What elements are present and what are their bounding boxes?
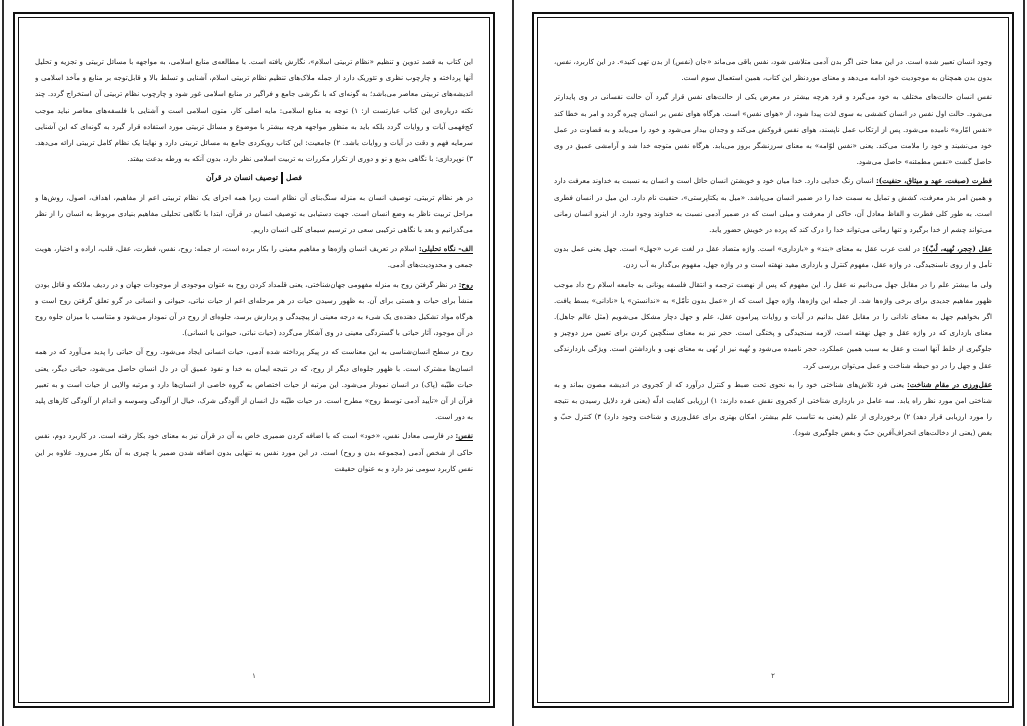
- paragraph-text: در فارسی معادل نفس، «خود» است که با اضافه کردن ضمیری خاص به آن در قرآن نیز به معنای خود بکار رفته است. در کاربرد دوم، نفس حاکی از شخص آدمی (مجموعه بدن و روح) است. در این مورد نفس به تنهایی بدون اضافه شدن ضمیر یا چیزی به آن بکار می‌رود. علاوه بر این نفس کاربرد سومی نیز دارد و به عنوان حقیقت: [35, 431, 473, 473]
- page-1[interactable]: [13, 12, 495, 708]
- term-label: عقل (حِجر، نُهیه، لُبّ):: [922, 244, 992, 254]
- page-divider: [512, 0, 514, 726]
- page-2-content: [554, 54, 992, 688]
- paragraph: [35, 344, 473, 425]
- paragraph-text: نفس انسان حالت‌های مختلف به خود می‌گیرد و فرد هرچه بیشتر در معرض یکی از حالت‌های نفس قرار گیرد آن حالت نفسانی در وی پایدارتر می‌شود. حالت اول نفس در انسان کششی به سوی لذت پیدا شود، از «هوای نفس» است. هرگاه هوای نفس بر انسان چیره گردد و امر به خطا کند «نفس امّاره» نامیده می‌شود. پس از ارتکاب عمل ناپسند، هوای نفس فروکش می‌کند و وجدان بیدار می‌شود و خود را می‌یابد و به قضاوت در عمل خود می‌نشیند و خود را ملامت می‌کند. یعنی «نفس لوّامه» به معنای سرزنشگر بروز می‌یابد. هرگاه نفس متوجه خدا شد و آرامشی عمیق در وی حاصل گشت «نفس مطمئنه» حاصل می‌شود.: [554, 92, 992, 167]
- paragraph: [35, 277, 473, 342]
- term-label: الف- نگاه تحلیلی:: [418, 244, 473, 254]
- term-label: نفس:: [455, 431, 473, 441]
- paragraph: [554, 54, 992, 86]
- paragraph-text: اسلام در تعریف انسان واژه‌ها و مفاهیم معینی را بکار برده است، از جمله: روح، نفس، فطرت، عقل، قلب، اراده و اختیار، هویت جمعی و محدودیت‌های آدمی.: [35, 244, 473, 270]
- page-number: ۱: [252, 672, 256, 680]
- heading-label: فصل: [286, 173, 302, 183]
- term-label: فطرت (صبغت، عهد و میثاق، حنفیت):: [876, 176, 992, 186]
- paragraph: [554, 377, 992, 442]
- paragraph-text: روح در سطح انسان‌شناسی به این معناست که در پیکر پرداخته شده آدمی، حیات انسانی ایجاد می‌شود. روح آن حیاتی را پدید می‌آورد که در همه انسان‌ها مشترک است. با ظهور جلوه‌ای دیگر از روح، که در نتیجه ایمان به خدا و نفوذ عمیق آن در دل انسان حاصل می‌شود، حیاتی دیگر، یعنی حیات طیّبه (پاک) در انسان نمودار می‌شود. این مرتبه از حیات اختصاص به گروه خاصی از انسان‌ها دارد و مرتبه والایی از حیات است و به تعبیر قرآن از آن «تأیید آدمی توسط روح» مطرح است. در حیات طیّبه دل انسان از آلودگی شرک، خیال از آلودگی وسوسه و اندام از آلودگی کارهای پلید به دور است.: [35, 347, 473, 422]
- viewer-edge-left: [2, 0, 4, 726]
- viewer-edge-right: [1023, 0, 1025, 726]
- paragraph-text: در نظر گرفتن روح به منزله مفهومی جهان‌شناختی، یعنی قلمداد کردن روح به عنوان موجودی از موجودات جهان و در ردیف ملائکه و قائل بودن منشأ برای حیات و هستی برای آن. به ظهور رسیدن حیات در هر مرحله‌ای اعم از حیات نباتی، حیوانی و انسانی در گرو تعلق گرفتن روح است و هرگاه مواد تشکیل دهنده‌ی یک شیء به درجه معینی از پیچیدگی و پردازش برسد، جلوه‌ای از روح در آن نمودار می‌شود و متناسب با میزان جلوه روح در آن موجود، آثار حیاتی با گستردگی معینی در وی آشکار می‌گردد (حیات نباتی، حیوانی یا انسانی).: [35, 279, 473, 338]
- page-number: ۲: [771, 672, 775, 680]
- paragraph-text: این کتاب به قصد تدوین و تنظیم «نظام تربیتی اسلام»، نگارش یافته است. با مطالعه‌ی منابع اسلامی، به مواجهه با مسائل تربیتی و تجزیه و تحلیل آنها پرداخته و چارچوب نظری و تئوریک دارد از جمله ملاک‌های تنظیم نظام تربیتی اسلام، آشنایی و تسلط بالا و قابل‌توجه بر منابع و مآخذ اسلامی و اندیشه‌های تربیتی معاصر می‌باشد؛ به گونه‌ای که با نگرشی جامع و فراگیر در منابع اسلامی غور شود و چارچوب نظام تربیتی آن استخراج گردد. چند نکته درباره‌ی این کتاب عبارتست از: ۱) توجه به منابع اسلامی: مایه اصلی کار، متون اسلامی است و آشنایی با فلسفه‌های معاصر نباید موجب کج‌فهمی آیات و روایات گردد بلکه باید به منظور مواجهه هرچه بیشتر با موضوع و مسائل تربیتی مورد استفاده قرار گیرد به گونه‌ای که این آشنایی سرمایه فهم و دقت در آیات و روایات باشد. ۲) جامعیت: این کتاب رویکردی جامع به مسائل تربیتی دارد و نهایتا یک نظام کامل تربیتی ارائه می‌دهد. ۳) نوپردازی: با نگاهی بدیع و نو و دوری از تکرار مکررات به تربیت اسلامی نظر دارد، بدون آنکه به ورطه بدعت بیفتد.: [35, 57, 473, 164]
- paragraph: [554, 173, 992, 238]
- paragraph: [35, 428, 473, 477]
- paragraph: [554, 89, 992, 170]
- paragraph-text: در هر نظام تربیتی، توصیف انسان به منزله سنگ‌بنای آن نظام است زیرا همه اجزای یک نظام تربیتی اعم از مفاهیم، اهداف، اصول، روش‌ها و مراحل تربیت ناظر به وضع انسان است. جهت دستیابی به توصیف انسان در قرآن، ابتدا با نگاهی تحلیلی مفاهیم بنیادی مربوط به انسان را از نظر می‌گذرانیم و بعد با نگاهی ترکیبی سعی در ترسیم سیمای کلی انسان داریم.: [35, 192, 473, 235]
- section-heading: [35, 170, 473, 186]
- paragraph-text: وجود انسان تعبیر شده است. در این معنا حتی اگر بدن آدمی متلاشی شود، نفس باقی می‌ماند «جان (نفس) از بدن تهی کنید». در این کاربرد، نفس، بدون بدن همچنان به موجودیت خود ادامه می‌دهد و معنای موردنظر این کتاب، همین استعمال سوم است.: [554, 57, 992, 83]
- page-2[interactable]: [532, 12, 1014, 708]
- paragraph-text: انسان رنگ خدایی دارد. خدا میان خود و خویشتن انسان حائل است و انسان به نسبت به خداوند معرفت دارد و همین امر بذر معرفت، کشش و تمایل به سمت خدا را در ضمیر انسان می‌پاشد. «میل به یکتاپرستی»، حنفیت نام دارد. این میل در انسان فطری است. به طور کلی فطرت و الفاظ معادل آن، حاکی از معرفت و میلی است که در ضمیر آدمی نسبت به خداوند وجود دارد. از اینرو انسان زمانی می‌تواند چشم از خدا برگیرد و تنها زمانی می‌تواند خدا را درک کند که پرده در خویش حضور یابد.: [554, 176, 992, 235]
- paragraph: [35, 241, 473, 273]
- paragraph: [35, 54, 473, 167]
- paragraph: [35, 190, 473, 239]
- paragraph: [554, 241, 992, 273]
- paragraph-text: ولی ما بیشتر علم را در مقابل جهل می‌دانیم نه عقل را. این مفهوم که پس از نهضت ترجمه و انتقال فلسفه یونانی به جامعه اسلام رخ داد موجب ظهور مفاهیم جدیدی برای برخی واژه‌ها شد. از جمله این واژه‌ها، واژه جهل است که از «عمل بدون تأمّل» به «ندانستن» یا «نادانی» بسط یافت. اگر بخواهیم جهل به معنای نادانی را در مقابل عقل بدانیم در آیات و روایات پیرامون عقل، علم و جهل دچار مشکل می‌شویم (مثل عالم جاهل). معنای بازداری که در واژه عقل و جهل نهفته است، لازمه سنجیدگی و پختگی است. حجر نیز به معنای سنگچین کردن برای تعیین مرز دوچیز و جلوگیری از خلط آنها است و عقل به سبب همین عملکرد، حجر نامیده می‌شود و نُهیه نیز از نُهی به معنای نهی و بازداشتن است. ویژگی بازدارندگی عقل و جهل را در دو حیطه شناخت و عمل می‌توان بررسی کرد.: [554, 279, 992, 370]
- paragraph-text: یعنی فرد تلاش‌های شناختی خود را به نحوی تحت ضبط و کنترل درآورد که از کجروی در اندیشه مصون بماند و به شناختی امن مورد نظر راه یابد. سه عامل در بازداری شناختی از کجروی نقش عمده دارند: ۱) ارزیابی کفایت ادلّه (یعنی فرد دلایل رسیدن به نتیجه را مورد ارزیابی قرار دهد) ۲) برخورداری از علم (یعنی به تناسب علم بیشتر، امکان بهتری برای عقل‌ورزی و شناخت وجود دارد) ۳) کنترل حبّ و بغض (یعنی از دخالت‌های انحراف‌آفرین حبّ و بغض جلوگیری شود).: [554, 379, 992, 438]
- paragraph-text: در لغت عرب عقل به معنای «بند» و «بازداری» است. واژه متضاد عقل در لغت عرب «جهل» است. جهل یعنی عمل بدون تأمل و از روی ناسنجیدگی. در واژه عقل، مفهوم کنترل و بازداری مفید نهفته است و در واژه جهل، مفهوم بی‌گدار به آب زدن.: [554, 244, 992, 270]
- term-label: روح:: [458, 279, 473, 289]
- heading-title: توصیف انسان در قرآن: [206, 173, 279, 183]
- paragraph: [554, 277, 992, 374]
- page-1-content: [35, 54, 473, 688]
- heading-divider: [281, 172, 283, 184]
- term-label: عقل‌ورزی در مقام شناخت:: [907, 379, 992, 389]
